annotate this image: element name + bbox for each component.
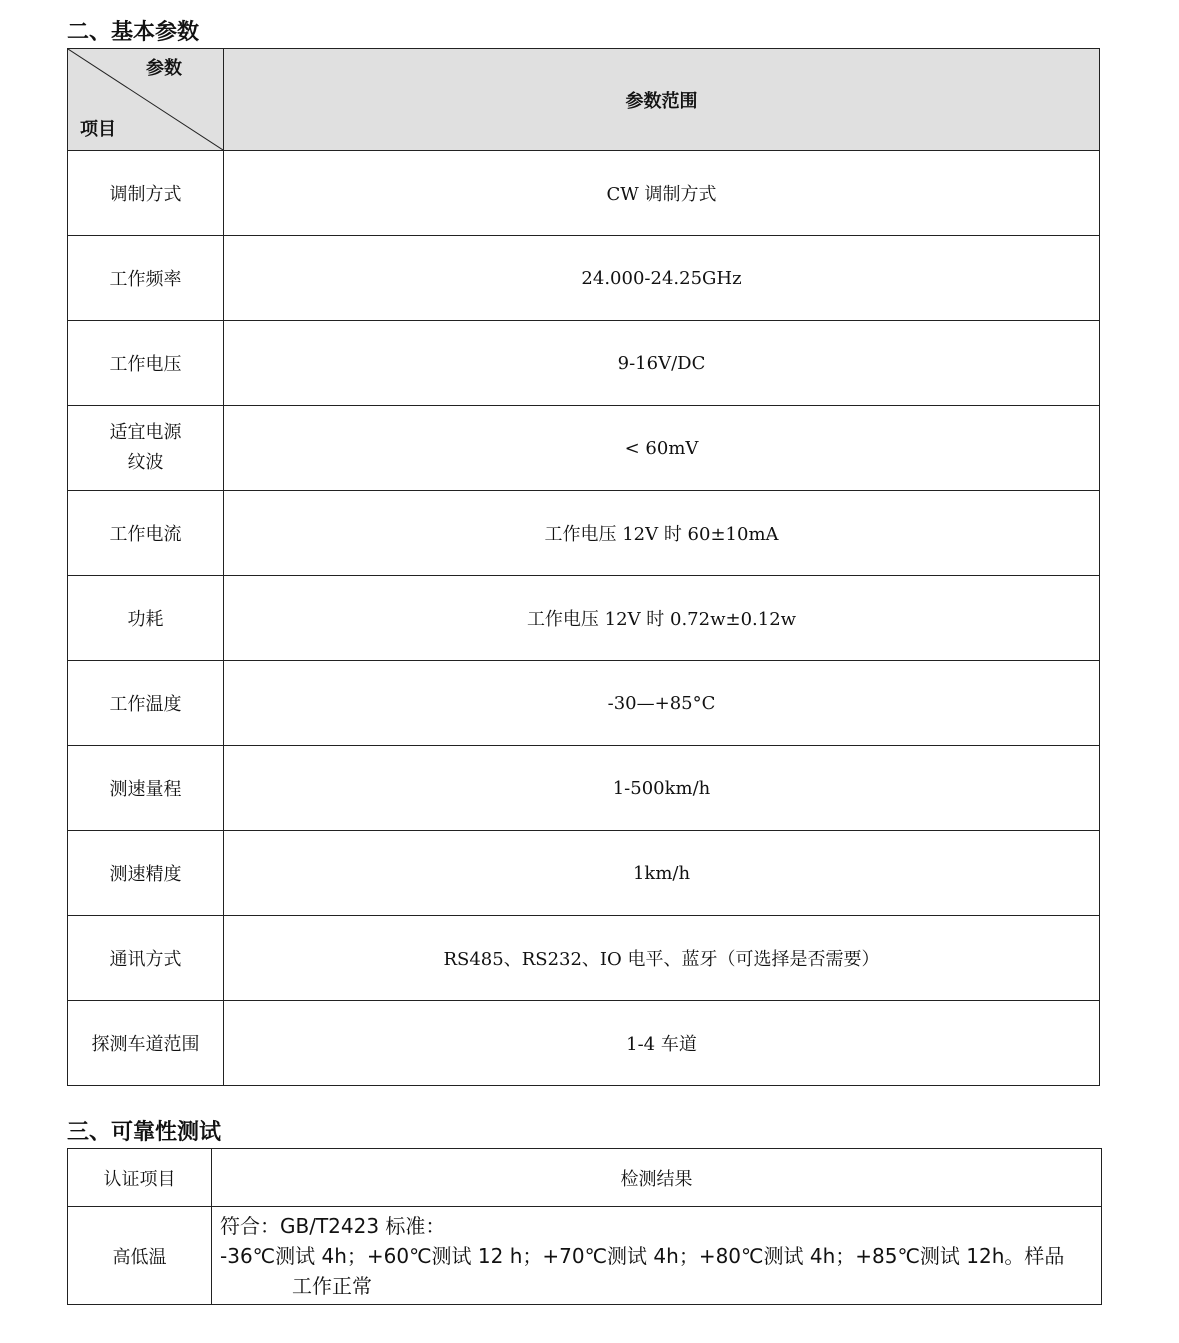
- table-row: [68, 321, 1100, 406]
- row-item: 功耗: [68, 576, 224, 661]
- header-param-label: 参数: [146, 58, 182, 79]
- table-row: [68, 236, 1100, 321]
- row-value: 工作电压 12V 时 60±10mA: [224, 491, 1100, 576]
- row-item: 高低温: [68, 1207, 212, 1305]
- section-title-reliability: 三、可靠性测试: [67, 1120, 222, 1145]
- section-title-basic-params: 二、基本参数: [67, 20, 200, 45]
- row-item: [68, 406, 224, 491]
- row-item: 测速量程: [68, 746, 224, 831]
- row-item: 探测车道范围: [68, 1001, 224, 1086]
- row-value: CW 调制方式: [224, 151, 1100, 236]
- table-row: [68, 491, 1100, 576]
- table-row: [68, 576, 1100, 661]
- row-value: 9-16V/DC: [224, 321, 1100, 406]
- row-value: -30—+85°C: [224, 661, 1100, 746]
- header-range-label: 参数范围: [224, 49, 1100, 151]
- header-item-label: 项目: [80, 119, 116, 140]
- row-value: < 60mV: [224, 406, 1100, 491]
- table-row: [68, 151, 1100, 236]
- table-row: [68, 746, 1100, 831]
- row-item: 工作温度: [68, 661, 224, 746]
- row-item: 通讯方式: [68, 916, 224, 1001]
- table-row: [68, 661, 1100, 746]
- row-item: 工作电压: [68, 321, 224, 406]
- table-row: [68, 1207, 1102, 1305]
- row-value: 1km/h: [224, 831, 1100, 916]
- table-row: [68, 1001, 1100, 1086]
- row-item-line2: 纹波: [127, 452, 164, 473]
- row-value: 工作电压 12V 时 0.72w±0.12w: [224, 576, 1100, 661]
- row-value: 1-4 车道: [224, 1001, 1100, 1086]
- row-value: 24.000-24.25GHz: [224, 236, 1100, 321]
- table-row: [68, 916, 1100, 1001]
- reliability-table: [67, 1148, 1102, 1305]
- result-line2: -36℃测试 4h；+60℃测试 12 h；+70℃测试 4h；+80℃测试 4h；+85℃测试 12h。样品: [220, 1243, 1065, 1268]
- row-item: 工作频率: [68, 236, 224, 321]
- row-item-line1: 适宜电源: [109, 422, 182, 443]
- header-test-result: 检测结果: [212, 1149, 1102, 1207]
- table-row: [68, 406, 1100, 491]
- row-item: 调制方式: [68, 151, 224, 236]
- result-line1: 符合：GB/T2423 标准：: [220, 1213, 446, 1238]
- table-row: [68, 831, 1100, 916]
- row-value: RS485、RS232、IO 电平、蓝牙（可选择是否需要）: [224, 916, 1100, 1001]
- table-header-row: [68, 1149, 1102, 1207]
- header-cert-item: 认证项目: [68, 1149, 212, 1207]
- row-value: 1-500km/h: [224, 746, 1100, 831]
- row-item: 测速精度: [68, 831, 224, 916]
- row-item: 工作电流: [68, 491, 224, 576]
- basic-params-table: [67, 48, 1100, 1086]
- row-result: [212, 1207, 1102, 1305]
- result-line3: 工作正常: [292, 1273, 372, 1298]
- diagonal-header-cell: [68, 49, 224, 151]
- table-header-row: [68, 49, 1100, 151]
